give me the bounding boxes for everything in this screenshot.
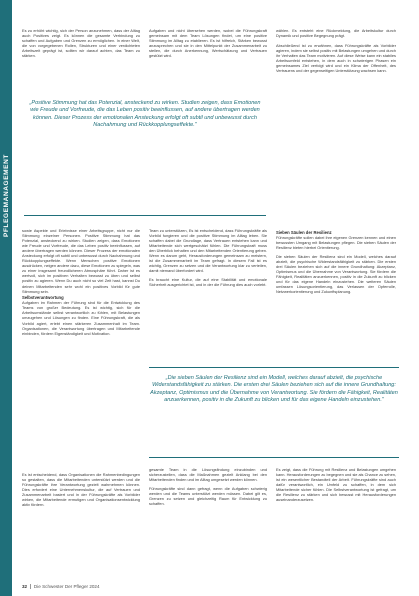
mid-column-2 xyxy=(149,228,267,354)
page-footer xyxy=(22,584,100,589)
paragraph: wählen. Es entsteht eine Rückmeldung, die Arbeitskultur durch Dynamik und positive Begegnung prägt. xyxy=(276,28,396,39)
publication-name: Die Schwester Der Pfleger 2024 xyxy=(33,584,100,589)
quote-divider xyxy=(149,457,399,458)
pull-quote-text: „Positive Stimmung hat das Potenzial, ansteckend zu wirken. Studien zeigen, dass Emotionen wie Freude und Vorfreude, die das Leben positiv beeinflussen, auf andere übertragen werden können. Dieser Prozess der emotionalen Ansteckung erfolgt oft subtil und unbewusst durch Nachahmung und Rückkopplungseffekte." xyxy=(29,100,261,129)
quote-divider xyxy=(24,215,266,216)
section-label xyxy=(2,150,11,240)
pull-quote-2 xyxy=(150,375,398,451)
paragraph: Es zeigt, dass die Führung mit Resilienz und Belastungen umgehen kann. Herausforderungen zu begegnen und sie als Chance zu sehen, ist ein wesentlicher Bestandteil der Arbeit. Führungskräfte sind auch dafür verantwortlich, ein Umfeld zu schaffen, in dem sich Mitarbeitende sicher fühlen. Die Selbstverantwortung ist gefragt, um die Resilienz zu stärken und sich bewusst mit Herausforderungen auseinanderzusetzen. xyxy=(276,467,396,503)
page-number: 32 xyxy=(22,584,28,589)
bottom-column-2 xyxy=(149,467,267,577)
paragraph: Es braucht eine Kultur, die auf eine Stabilität und emotionale Sicherheit ausgerichtet ist, und in der die Führung dies auch vorlebt. xyxy=(149,277,267,288)
paragraph: Führungskräfte sind dann gefragt, wenn die Aufgaben schwierig werden und die Teams unterstützt werden müssen. Dabei gilt es, Grenzen zu setzen und gleichzeitig Raum für Entwicklung zu schaffen. xyxy=(149,486,267,507)
quote-divider xyxy=(149,367,399,368)
paragraph: Es ist entscheidend, dass Organisationen die Rahmenbedingungen so gestalten, dass die Mitarbeitenden unterstützt werden und die Führungskräfte ihre Verantwortung gezielt wahrnehmen können. Dies erfordert eine Unternehmenskultur, die auf Vertrauen und Zusammenarbeit basiert und in der Führungskräfte als Vorbilder wirken, die Mitarbeitende ermutigen und Organisationsentwicklung aktiv fördern. xyxy=(22,472,140,508)
subheading: Selbstverantwortung xyxy=(22,295,64,301)
paragraph: Aufgaben im Rahmen der Führung sind für die Entwicklung des Teams von großer Bedeutung. Es ist wichtig, sich für die Arbeitsumstände selbst verantwortlich zu fühlen, mit Belastungen umzugehen und Lösungen zu finden. Eine Führungskraft, die als Vorbild agiert, erlebt einen stärkeren Zusammenhalt im Team. Organisationen, die Verantwortung übertragen und Mitarbeitende einbinden, fördern Eigenständigkeit und Motivation. xyxy=(22,300,140,336)
paragraph: Die sieben Säulen der Resilienz sind ein Modell, welches darauf abzielt, die psychische Widerstandsfähigkeit zu stärken. Die ersten drei Säulen beziehen sich auf die innere Grundhaltung: Akzeptanz, Optimismus und die Übernahme von Verantwortung. Sie fördern die Fähigkeit, Realitäten anzuerkennen, positiv in die Zukunft zu blicken und für das eigene Handeln einzustehen. Die weiteren Säulen umfassen Lösungsorientierung, das Verlassen der Opferrolle, Netzwerkorientierung und Zukunftsplanung. xyxy=(276,253,396,295)
pull-quote-1 xyxy=(26,100,264,196)
paragraph: Es zu erhöht wichtig, sich der Person anzunehmen, dass der Alltag auch Positives zeigt. Es können die gesamte Verbindung zu schaffen und Aufgaben und Grenzen zu ermöglichen. In einer Welt, die von vorgegebenen Rollen, Strukturen und einer verdichteten Arbeitszeit geprägt ist, sollten wir darauf achten, das Team zu stärken. xyxy=(22,28,140,59)
subheading: Sieben Säulen der Resilienz xyxy=(276,229,332,235)
top-column-2 xyxy=(149,28,267,90)
bottom-column-3 xyxy=(276,467,396,577)
top-column-3 xyxy=(276,28,396,224)
section-label-text: PFLEGEMANAGEMENT xyxy=(3,153,10,237)
section-sidebar xyxy=(0,0,12,596)
paragraph: Führungskräfte sollen dabei ihre eigenen Grenzen kennen und einen bewussten Umgang mit Belastungen pflegen. Die sieben Säulen der Resilienz bieten hierbei Orientierung. xyxy=(276,234,396,250)
paragraph: sowie Aspekte und Erlebnisse einer Arbeitsgruppe, nicht nur die Stimmung einzelner Personen. Positive Stimmung hat das Potenzial, ansteckend zu wirken. Studien zeigen, dass Emotionen wie Freude und Vorfreude, die das Leben positiv beeinflussen, auf andere übertragen werden können. Dieser Prozess der emotionalen Ansteckung erfolgt oft subtil und unbewusst durch Nachahmung und Rückkopplungseffekte. Wenn Menschen positive Emotionen ausdrücken, neigen andere dazu, diese Emotionen zu spiegeln, was zu einer insgesamt freundlicheren Atmosphäre führt. Daher ist es wertvoll, sich im positiven Verhalten bewusst zu üben und selbst positiv zu agieren. Wenn Du auch nicht so viel Zeit hast, kannst Du deinen Mitarbeitenden sehr wohl ein positives Vorbild für gute Stimmung sein. xyxy=(22,228,140,294)
bottom-column-1 xyxy=(22,472,140,576)
mid-column-3 xyxy=(276,228,396,368)
pull-quote-text: „Die sieben Säulen der Resilienz sind ein Modell, welches darauf abzielt, die psychische Widerstandsfähigkeit zu stärken. Die ersten drei Säulen beziehen sich auf die innere Grundhaltung: Akzeptanz, Optimismus und die Übernahme von Verantwortung. Sie fördern die Fähigkeit, Realitäten anzuerkennen, positiv in die Zukunft zu blicken und für das eigene Handeln einzustehen." xyxy=(150,375,398,404)
footer-divider xyxy=(30,584,31,589)
paragraph: Abschließend ist zu erwähnen, dass Führungskräfte als Vorbilder agieren, indem sie selbst positiv mit Belastungen umgehen und durch ihr Verhalten das Team motivieren. Auf diese Weise kann ein stabiles Arbeitsumfeld entstehen, in dem auch in schwierigen Phasen ein gemeinsames Ziel verfolgt wird und ein Klima der Offenheit, des Vertrauens und der gegenseitigen Unterstützung wachsen kann. xyxy=(276,43,396,74)
paragraph: Team zu unterstützen, Es ist entscheidend, dass Führungskräfte als Vorbild fungieren und die positive Stimmung im Alltag leben. Sie schaffen dabei die Grundlage, dass Vertrauen entstehen kann und Mitarbeitende sich wertgeschätzt fühlen. Die Führungskraft muss den Überblick behalten und den Mitarbeitenden Orientierung geben. Wenn es darum geht, Herausforderungen gemeinsam zu meistern, ist die Zusammenarbeit im Team gefragt. In diesem Fall ist es wichtig, Grenzen zu setzen und die Verantwortung klar zu verteilen, damit niemand überfordert wird. xyxy=(149,228,267,274)
paragraph: gesamte Team in die Lösungsfindung einzubinden und sicherzustellen, dass die Maßnahmen gezielt Anklang bei den Mitarbeitenden finden und im Alltag umgesetzt werden können. xyxy=(149,467,267,483)
top-column-1 xyxy=(22,28,140,90)
paragraph: Aufgaben und nicht übersehen werden, wobei die Führungskraft gemeinsam mit dem Team Lösungen findet, um eine positive Stimmung im Alltag zu etablieren. Es ist hilfreich, Stärken bewusst anzusprechen und sie in den Mittelpunkt der Zusammenarbeit zu stellen, die durch Anerkennung, Wertschätzung und Vertrauen gestützt wird. xyxy=(149,28,267,59)
